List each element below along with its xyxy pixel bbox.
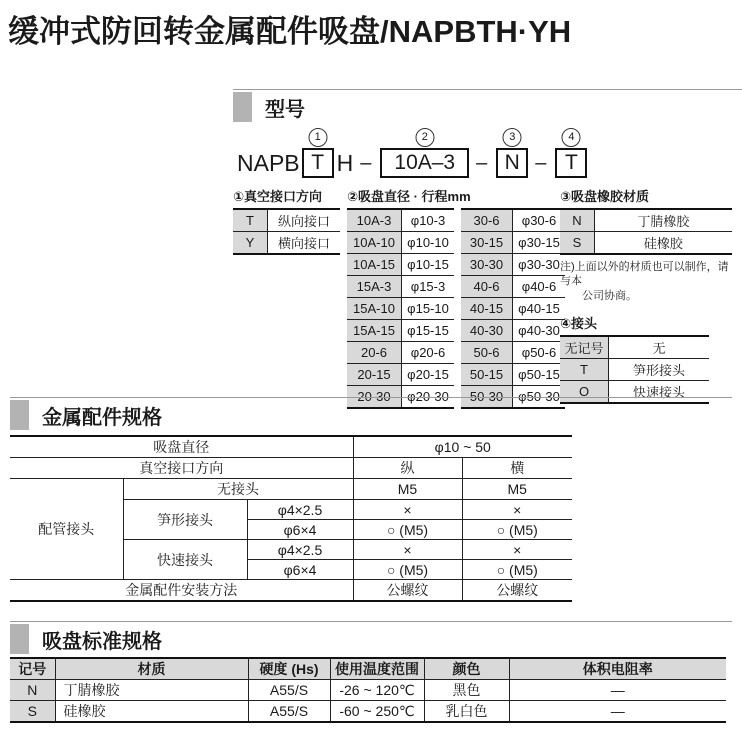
circled-number-2: 2: [415, 128, 434, 147]
vacuum-direction-label: ①真空接口方向: [233, 189, 323, 204]
section-title-standard: 吸盘标准规格: [42, 630, 162, 653]
value-cell: 笋形接头: [609, 358, 710, 380]
code-cell: 40-6: [461, 276, 513, 298]
value-cell: ×: [462, 500, 572, 520]
row-label: 无接头: [123, 479, 353, 500]
code-cell: 50-6: [461, 342, 513, 364]
vacuum-direction-table: [233, 208, 340, 255]
diameter-stroke-table-right: [461, 208, 565, 409]
model-code-field3: N: [504, 151, 520, 174]
code-cell: 50-30: [461, 386, 513, 409]
value-cell: φ30-30: [513, 254, 566, 276]
metal-fitting-spec-table: [10, 435, 572, 602]
rubber-material-table: [560, 208, 732, 255]
table-row: [461, 342, 565, 364]
table-row: [560, 232, 732, 255]
resistivity-cell: —: [509, 680, 726, 701]
header-cell: 记号: [10, 658, 55, 680]
value-cell: φ40-15: [513, 298, 566, 320]
table-row: [347, 254, 454, 276]
table-row: [461, 320, 565, 342]
table-row: [461, 298, 565, 320]
value-cell: φ15-3: [402, 276, 455, 298]
section-header-metal: [10, 397, 732, 430]
table-row: [347, 364, 454, 386]
table-row: [560, 209, 732, 232]
code-cell: O: [560, 380, 609, 403]
value-cell: 无: [609, 336, 710, 359]
circled-number-4: 4: [562, 128, 581, 147]
value-cell: 横: [462, 458, 572, 479]
table-row: [10, 701, 726, 723]
diameter-stroke-label: ②吸盘直径 · 行程mm: [347, 189, 471, 204]
circled-number-1: 1: [308, 128, 327, 147]
section-title-metal: 金属配件规格: [42, 406, 162, 429]
table-row: [10, 580, 572, 602]
rubber-and-fitting-block: [560, 186, 732, 404]
temperature-cell: -60 ~ 250℃: [330, 701, 424, 723]
value-cell: M5: [462, 479, 572, 500]
note-line-2: 公司协商。: [582, 289, 637, 302]
model-code-field4: T: [564, 151, 578, 174]
model-code-dash-2: –: [476, 151, 488, 174]
fitting-table: [560, 335, 709, 404]
table-row: [461, 276, 565, 298]
model-code-field2: 10A–3: [394, 151, 456, 174]
row-label: 吸盘直径: [10, 436, 353, 458]
section-header-standard: [10, 621, 732, 654]
value-cell: φ10 ~ 50: [353, 436, 572, 458]
diameter-stroke-tables: [347, 208, 565, 409]
code-cell: 15A-15: [347, 320, 402, 342]
model-code-field2-box: [380, 131, 469, 178]
code-cell: T: [233, 209, 268, 232]
section-title-model: 型号: [265, 98, 305, 121]
header-cell: 使用温度范围: [330, 658, 424, 680]
value-cell: φ20-30: [402, 386, 455, 409]
resistivity-cell: —: [509, 701, 726, 723]
value-cell: 丁腈橡胶: [594, 209, 732, 232]
value-cell: φ50-6: [513, 342, 566, 364]
value-cell: ○ (M5): [462, 560, 572, 580]
rubber-material-note: [560, 260, 732, 303]
hardness-cell: A55/S: [248, 680, 330, 701]
code-cell: 10A-3: [347, 209, 402, 232]
table-row: [347, 320, 454, 342]
value-cell: 横向接口: [268, 232, 341, 255]
value-cell: 硅橡胶: [594, 232, 732, 255]
code-cell: 40-30: [461, 320, 513, 342]
table-row: [461, 209, 565, 232]
size-cell: φ6×4: [247, 560, 353, 580]
value-cell: ×: [353, 540, 462, 560]
model-code-field4-box: [555, 131, 587, 178]
table-row: [233, 209, 340, 232]
page-title: 缓冲式防回转金属配件吸盘/NAPBTH·YH: [8, 14, 572, 49]
code-cell: 30-30: [461, 254, 513, 276]
section-marker-square: [233, 92, 252, 122]
code-cell: T: [560, 358, 609, 380]
value-cell: φ15-10: [402, 298, 455, 320]
code-cell: S: [10, 701, 55, 723]
value-cell: ×: [462, 540, 572, 560]
size-cell: φ6×4: [247, 520, 353, 540]
table-row: [461, 254, 565, 276]
group-label: 配管接头: [10, 479, 123, 580]
row-label: 真空接口方向: [10, 458, 353, 479]
size-cell: φ4×2.5: [247, 500, 353, 520]
section-marker-square: [10, 624, 29, 654]
model-code-dash-1: –: [360, 151, 372, 174]
model-code: [237, 131, 587, 178]
code-cell: 20-30: [347, 386, 402, 409]
value-cell: φ20-6: [402, 342, 455, 364]
rubber-material-label: ③吸盘橡胶材质: [560, 189, 650, 204]
value-cell: φ40-30: [513, 320, 566, 342]
table-row: [461, 232, 565, 254]
table-row: [461, 364, 565, 386]
code-cell: 15A-10: [347, 298, 402, 320]
value-cell: φ20-15: [402, 364, 455, 386]
value-cell: φ30-15: [513, 232, 566, 254]
code-cell: 50-15: [461, 364, 513, 386]
table-row: [10, 680, 726, 701]
row-label: 笋形接头: [123, 500, 247, 540]
header-cell: 体积电阻率: [509, 658, 726, 680]
fitting-label: ④接头: [560, 315, 598, 331]
value-cell: φ30-6: [513, 209, 566, 232]
model-code-field3-box: [496, 131, 528, 178]
header-cell: 材质: [55, 658, 248, 680]
value-cell: 公螺纹: [462, 580, 572, 602]
value-cell: ○ (M5): [353, 520, 462, 540]
value-cell: φ10-15: [402, 254, 455, 276]
code-cell: S: [560, 232, 594, 255]
header-cell: 硬度 (Hs): [248, 658, 330, 680]
size-cell: φ4×2.5: [247, 540, 353, 560]
value-cell: ○ (M5): [462, 520, 572, 540]
diameter-stroke-block: [347, 186, 565, 409]
table-row: [347, 209, 454, 232]
table-row: [10, 436, 572, 458]
value-cell: M5: [353, 479, 462, 500]
code-cell: 30-15: [461, 232, 513, 254]
table-row: [560, 336, 709, 359]
note-line-1: 注)上面以外的材质也可以制作，请与本: [560, 261, 729, 288]
value-cell: 快速接头: [609, 380, 710, 403]
code-cell: 10A-15: [347, 254, 402, 276]
table-row: [347, 276, 454, 298]
value-cell: φ10-3: [402, 209, 455, 232]
diameter-stroke-table-left: [347, 208, 454, 409]
code-cell: 40-15: [461, 298, 513, 320]
value-cell: ○ (M5): [353, 560, 462, 580]
vacuum-direction-block: [233, 186, 340, 255]
table-row: [347, 232, 454, 254]
row-label: 快速接头: [123, 540, 247, 580]
value-cell: φ50-15: [513, 364, 566, 386]
value-cell: 公螺纹: [353, 580, 462, 602]
table-header-row: [10, 658, 726, 680]
value-cell: 纵: [353, 458, 462, 479]
section-marker-square: [10, 400, 29, 430]
code-cell: N: [560, 209, 594, 232]
material-cell: 丁腈橡胶: [55, 680, 248, 701]
code-cell: 30-6: [461, 209, 513, 232]
section-header-model: [233, 89, 742, 122]
code-cell: Y: [233, 232, 268, 255]
value-cell: φ50-30: [513, 386, 566, 409]
color-cell: 乳白色: [424, 701, 509, 723]
value-cell: φ15-15: [402, 320, 455, 342]
color-cell: 黑色: [424, 680, 509, 701]
header-cell: 颜色: [424, 658, 509, 680]
model-code-dash-3: –: [535, 151, 547, 174]
table-row: [233, 232, 340, 255]
hardness-cell: A55/S: [248, 701, 330, 723]
code-cell: N: [10, 680, 55, 701]
table-row: [347, 298, 454, 320]
code-cell: 无记号: [560, 336, 609, 359]
table-row: [347, 342, 454, 364]
row-label: 金属配件安装方法: [10, 580, 353, 602]
code-cell: 10A-10: [347, 232, 402, 254]
model-code-field1-box: [302, 131, 334, 178]
code-cell: 20-15: [347, 364, 402, 386]
table-row: [10, 458, 572, 479]
model-code-prefix: NAPB: [237, 149, 300, 176]
model-code-mid: H: [336, 149, 354, 176]
temperature-cell: -26 ~ 120℃: [330, 680, 424, 701]
value-cell: ×: [353, 500, 462, 520]
model-code-field1: T: [311, 151, 325, 174]
circled-number-3: 3: [503, 128, 522, 147]
table-row: [10, 479, 572, 500]
value-cell: 纵向接口: [268, 209, 341, 232]
table-row: [560, 358, 709, 380]
code-cell: 20-6: [347, 342, 402, 364]
pad-standard-spec-table: [10, 657, 726, 723]
value-cell: φ40-6: [513, 276, 566, 298]
code-cell: 15A-3: [347, 276, 402, 298]
material-cell: 硅橡胶: [55, 701, 248, 723]
value-cell: φ10-10: [402, 232, 455, 254]
